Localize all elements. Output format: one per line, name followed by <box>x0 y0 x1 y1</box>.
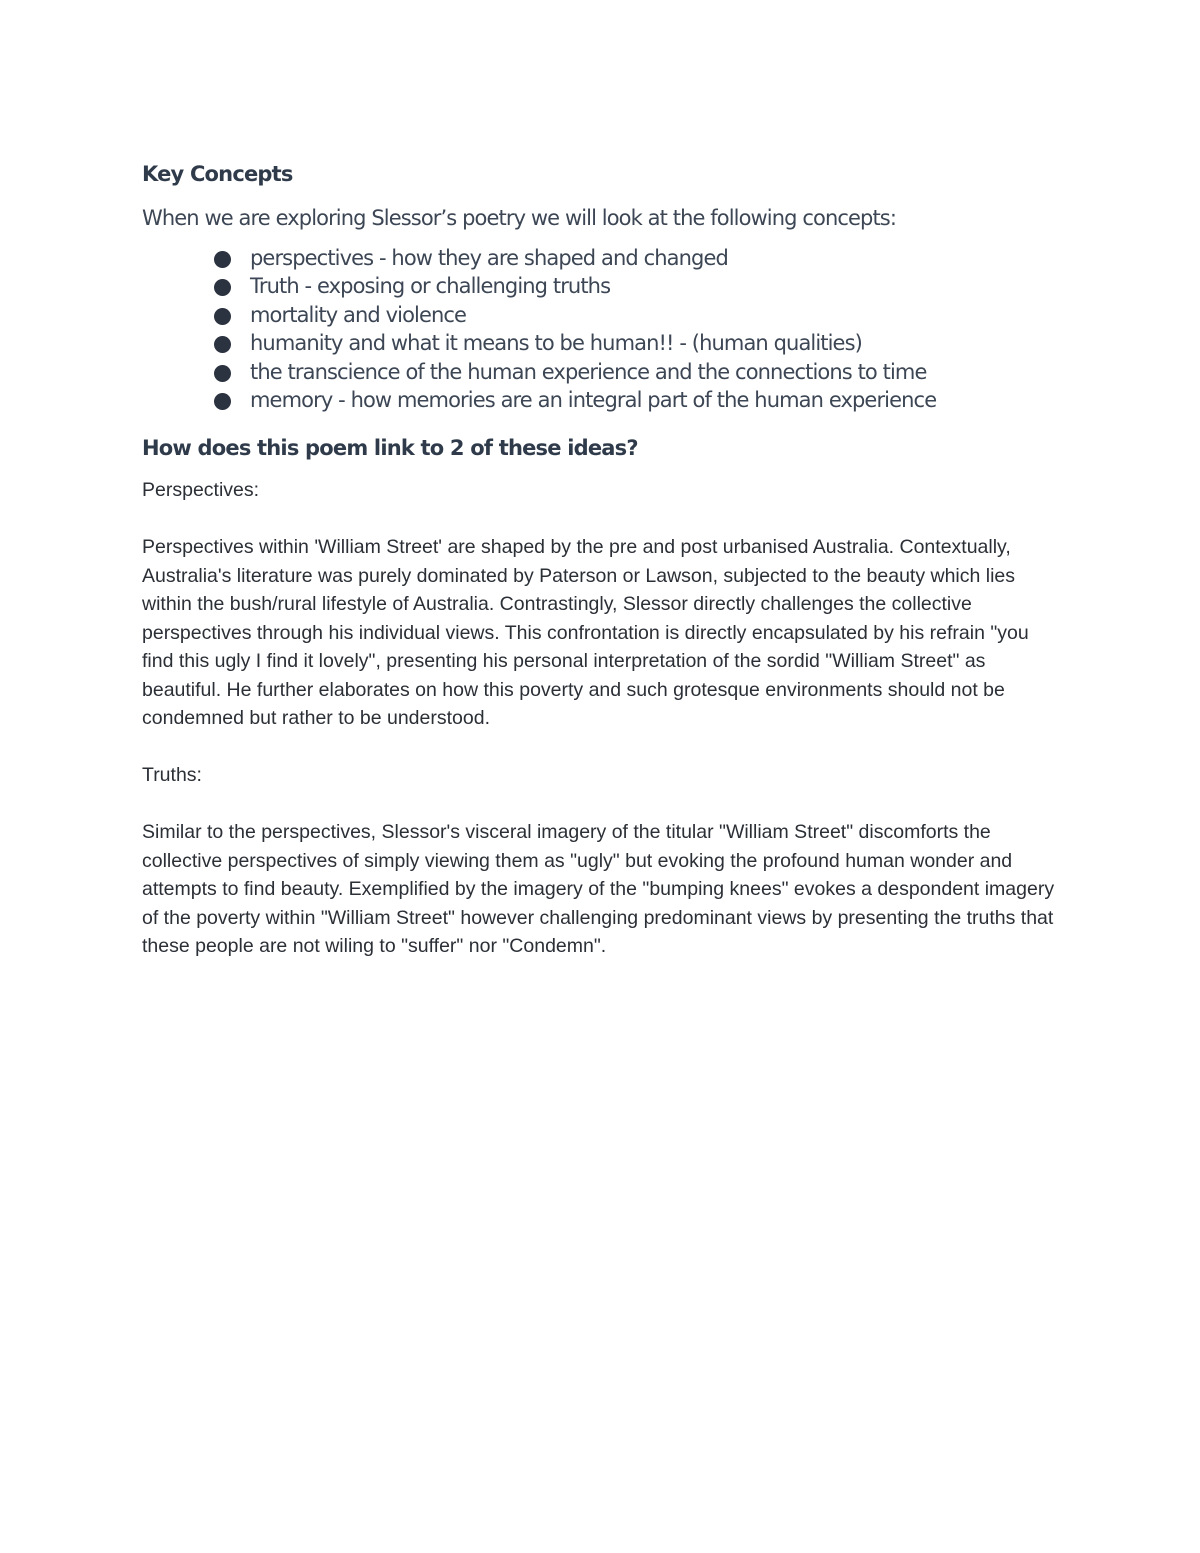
bullet-icon <box>214 393 231 410</box>
truths-label: Truths: <box>142 764 202 787</box>
concepts-list <box>142 244 1062 414</box>
list-item <box>214 329 1062 357</box>
document-page <box>142 158 1062 961</box>
bullet-icon <box>214 279 231 296</box>
bullet-icon <box>214 365 231 382</box>
list-item <box>214 272 1062 300</box>
list-item <box>214 301 1062 329</box>
perspectives-paragraph: Perspectives within 'William Street' are shaped by the pre and post urbanised Australia. Contextually, Australia's literature was purely dominated by Paterson or Lawson, subjected to the beauty which lies within the bush/rural lifestyle of Australia. Contrastingly, Slessor directly challenges the collective perspectives through his individual views. This confrontation is directly encapsulated by his refrain "you find this ugly I find it lovely", presenting his personal interpretation of the sordid "William Street" as beautiful. He further elaborates on how this poverty and such grotesque environments should not be condemned but rather to be understood. <box>142 536 1029 730</box>
bullet-icon <box>214 336 231 353</box>
list-item <box>214 358 1062 386</box>
concept-text: memory - how memories are an integral part of the human experience <box>250 388 937 413</box>
intro-text: When we are exploring Slessor’s poetry we will look at the following concepts: <box>142 206 897 230</box>
question-heading: How does this poem link to 2 of these ideas? <box>142 436 638 461</box>
concept-text: mortality and violence <box>250 302 467 327</box>
concept-text: Truth - exposing or challenging truths <box>250 274 611 299</box>
concept-text: the transcience of the human experience and the connections to time <box>250 359 927 384</box>
bullet-icon <box>214 308 231 325</box>
perspectives-label: Perspectives: <box>142 479 260 502</box>
truths-paragraph: Similar to the perspectives, Slessor's visceral imagery of the titular "William Street" discomforts the collective perspectives of simply viewing them as "ugly" but evoking the profound human wonder and attempts to find beauty. Exemplified by the imagery of the "bumping knees" evokes a despondent imagery of the poverty within "William Street" however challenging predominant views by presenting the truths that these people are not wiling to "suffer" nor "Condemn". <box>142 821 1055 958</box>
list-item <box>214 386 1062 414</box>
concept-text: perspectives - how they are shaped and changed <box>250 246 728 270</box>
key-concepts-heading: Key Concepts <box>142 162 293 186</box>
bullet-icon <box>214 251 231 268</box>
concept-text: humanity and what it means to be human!! - (human qualities) <box>250 331 862 356</box>
list-item <box>214 244 1062 272</box>
